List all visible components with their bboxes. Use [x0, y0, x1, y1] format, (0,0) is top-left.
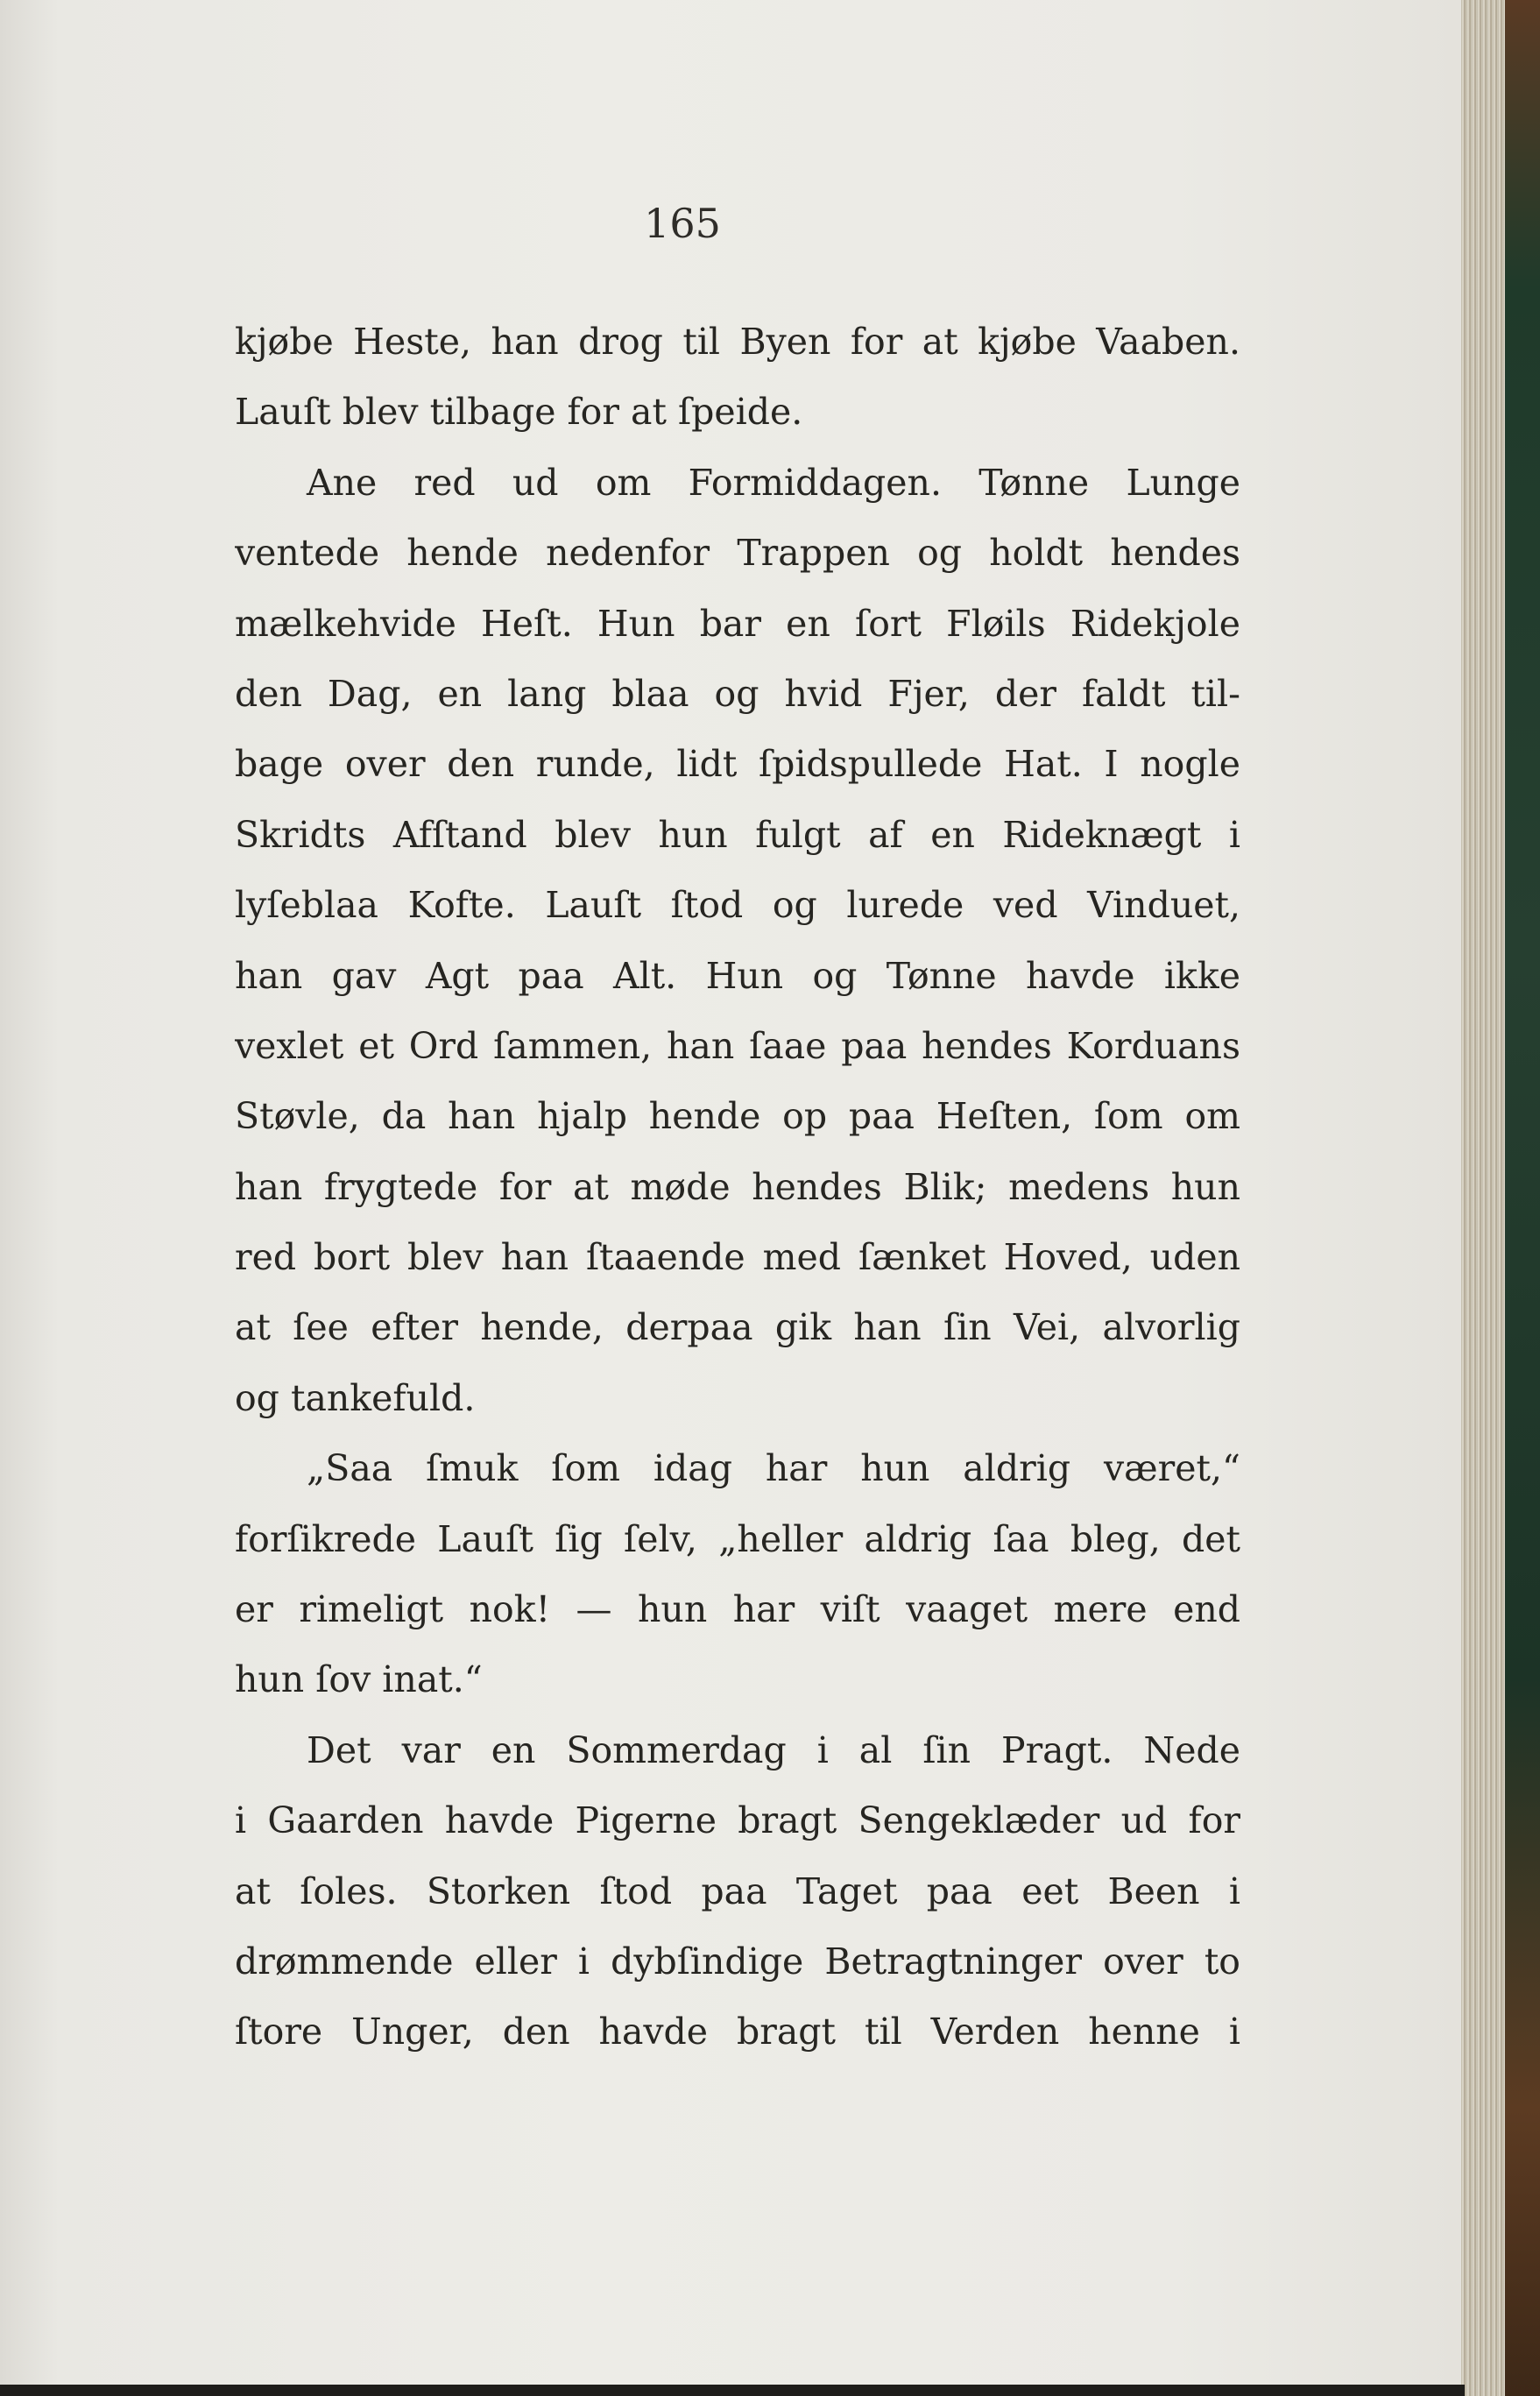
text-line: han frygtede for at møde hendes Blik; medens hun [235, 1165, 1240, 1208]
text-line: bage over den runde, lidt ſpidspullede Hat. I nogle [235, 743, 1240, 786]
page-edges [1461, 0, 1507, 2396]
text-line: Lauſt blev tilbage for at ſpeide. [235, 391, 803, 434]
text-line: den Dag, en lang blaa og hvid Fjer, der faldt til- [235, 672, 1240, 715]
text-line: mælkehvide Heſt. Hun bar en ſort Fløils Ridekjole [235, 602, 1240, 645]
text-line: og tankefuld. [235, 1376, 476, 1419]
text-line: Støvle, da han hjalp hende op paa Heſten, ſom om [235, 1095, 1240, 1138]
text-line: lyſeblaa Kofte. Lauſt ſtod og lurede ved Vinduet, [235, 884, 1240, 927]
text-line: kjøbe Heste, han drog til Byen for at kjøbe Vaaben. [235, 321, 1240, 363]
text-line: ſtore Unger, den havde bragt til Verden henne i [235, 2011, 1240, 2053]
text-line: i Gaarden havde Pigerne bragt Sengeklæder ud for [235, 1799, 1240, 1842]
text-line: at ſoles. Storken ſtod paa Taget paa eet Been i [235, 1869, 1240, 1912]
body-text [235, 307, 1240, 2067]
text-line: Det var en Sommerdag i al ſin Pragt. Nede [307, 1728, 1240, 1771]
page-number: 165 [644, 200, 721, 247]
text-line: vexlet et Ord ſammen, han ſaae paa hendes Korduans [235, 1024, 1240, 1067]
text-line: „Saa ſmuk ſom idag har hun aldrig været,“ [307, 1447, 1240, 1490]
text-line: ventede hende nedenfor Trappen og holdt hendes [235, 532, 1240, 575]
text-line: hun ſov inat.“ [235, 1658, 483, 1701]
text-line: forſikrede Lauſt ſig ſelv, „heller aldrig ſaa bleg, det [235, 1517, 1240, 1560]
text-line: red bort blev han ſtaaende med ſænket Hoved, uden [235, 1236, 1240, 1279]
book-cover-edge [1505, 0, 1540, 2396]
bottom-shadow [0, 2385, 1465, 2396]
text-line: er rimeligt nok! — hun har viſt vaaget mere end [235, 1588, 1240, 1631]
text-line: Skridts Afſtand blev hun fulgt af en Rideknægt i [235, 813, 1240, 856]
text-line: at ſee efter hende, derpaa gik han ſin Vei, alvorlig [235, 1306, 1240, 1349]
text-line: han gav Agt paa Alt. Hun og Tønne havde ikke [235, 954, 1240, 997]
text-line: drømmende eller i dybſindige Betragtninger over to [235, 1940, 1240, 1983]
text-line: Ane red ud om Formiddagen. Tønne Lunge [307, 461, 1240, 504]
